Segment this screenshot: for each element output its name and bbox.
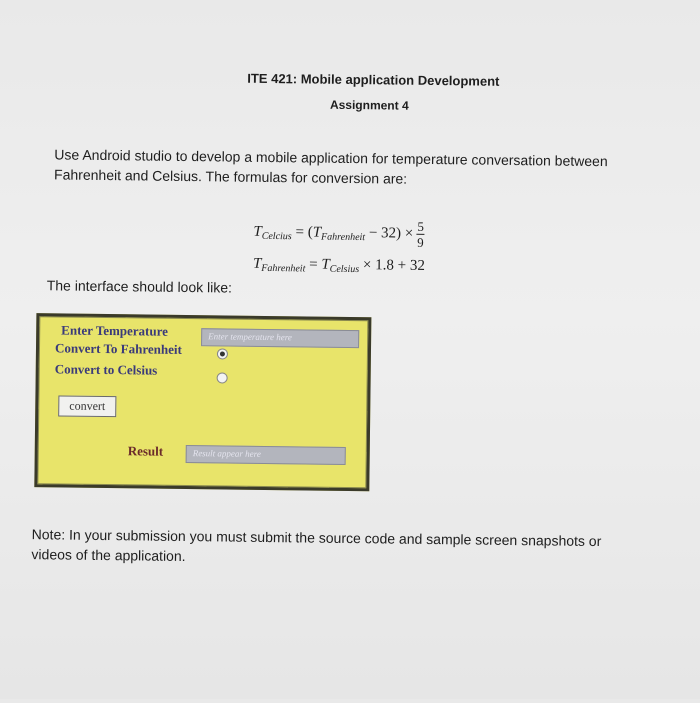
note-text-line-1: Note: In your submission you must submit the source code and sample screen snapshots or (31, 526, 602, 550)
note-text-line-2: videos of the application. (31, 546, 186, 565)
fahrenheit-formula (253, 256, 425, 276)
intro-text-line-2: Fahrenheit and Celsius. The formulas for conversion are: (54, 166, 408, 187)
fahrenheit-radio[interactable] (217, 348, 228, 359)
result-output-field: Result appear here (186, 445, 346, 465)
interface-label: The interface should look like: (46, 277, 233, 296)
result-label: Result (127, 443, 164, 459)
assignment-label: Assignment 4 (329, 97, 409, 113)
temperature-input[interactable]: Enter temperature here (201, 328, 359, 348)
convert-to-fahrenheit-label: Convert To Fahrenheit (54, 340, 182, 357)
formula-operator: = ( (291, 224, 313, 241)
celsius-radio[interactable] (217, 372, 228, 383)
formula-operator: − 32) × (365, 225, 414, 242)
formula-symbol: T (321, 256, 330, 273)
formula-subscript: Celsius (329, 263, 360, 276)
formula-operator: × 1.8 + 32 (359, 257, 425, 274)
formula-operator: = (305, 256, 322, 273)
celsius-formula (253, 217, 425, 250)
fraction-denominator: 9 (417, 234, 424, 250)
formula-symbol: T (252, 255, 262, 272)
fraction-numerator: 5 (417, 218, 424, 234)
formula-subscript: Fahrenheit (261, 262, 306, 275)
formula-subscript: Celcius (261, 230, 292, 243)
formula-subscript: Fahrenheit (320, 231, 366, 244)
formula-symbol: T (312, 224, 322, 241)
mock-app-panel (34, 313, 371, 491)
convert-button[interactable]: convert (58, 395, 116, 417)
convert-to-celsius-label: Convert to Celsius (54, 361, 158, 378)
enter-temperature-label: Enter Temperature (61, 322, 169, 339)
formula-fraction (416, 219, 425, 250)
formula-symbol: T (253, 223, 262, 240)
course-title: ITE 421: Mobile application Development (247, 70, 500, 89)
intro-text-line-1: Use Android studio to develop a mobile application for temperature conversation between (54, 146, 608, 170)
